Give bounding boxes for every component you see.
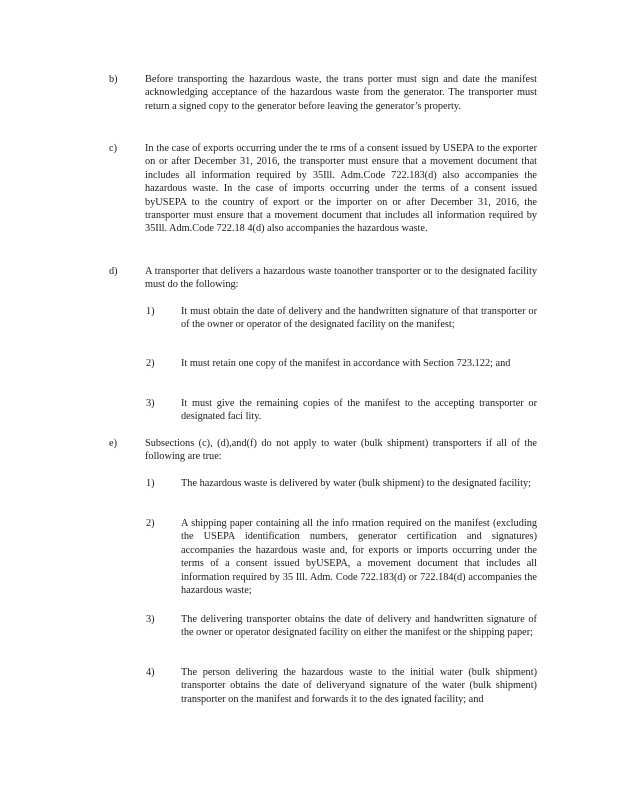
item-label: c) bbox=[109, 143, 117, 154]
item-text: Subsections (c), (d),and(f) do not apply to water (bulk shipment) transporters if all of the following are true: bbox=[145, 438, 537, 463]
sub-item-label: 1) bbox=[146, 478, 155, 489]
item-text: A transporter that delivers a hazardous waste toanother transporter or to the designated facility must do the following: bbox=[145, 266, 537, 291]
sub-item-label: 4) bbox=[146, 667, 155, 678]
sub-item-text: The delivering transporter obtains the date of delivery and handwritten signature of the owner or operator designated facility on either the manifest or the shipping paper; bbox=[181, 614, 537, 639]
item-text: Before transporting the hazardous waste, the trans porter must sign and date the manifest acknowledging acceptance of the hazardous waste from the generator. The transporter must return a signed copy to the generator before leaving the generator’s property. bbox=[145, 74, 537, 112]
sub-item-label: 2) bbox=[146, 518, 155, 529]
sub-item-label: 3) bbox=[146, 614, 155, 625]
sub-item-text: It must obtain the date of delivery and the handwritten signature of that transporter or of the owner or operator of the designated facility on the manifest; bbox=[181, 306, 537, 331]
sub-item-text: The hazardous waste is delivered by water (bulk shipment) to the designated facility; bbox=[181, 478, 531, 489]
sub-item-text: The person delivering the hazardous waste to the initial water (bulk shipment) transporter obtains the date of deliveryand signature of the water (bulk shipment) transporter on the manifest and forwards it to the des ignated facility; and bbox=[181, 667, 537, 705]
sub-item-text: It must give the remaining copies of the manifest to the accepting transporter or designated faci lity. bbox=[181, 398, 537, 423]
sub-item-label: 3) bbox=[146, 398, 155, 409]
item-text: In the case of exports occurring under the te rms of a consent issued by USEPA to the exporter on or after December 31, 2016, the transporter must ensure that a movement document that includes all information required by 35Ill. Adm.Code 722.183(d) also accompanies the hazardous waste. In the case of imports occurring under the terms of a consent issued byUSEPA to the country of export or the importer on or after December 31, 2016, the transporter must ensure that a movement document that includes all information required by 35Ill. Adm.Code 722.18 4(d) also accompanies the hazardous waste. bbox=[145, 143, 537, 235]
sub-item-label: 1) bbox=[146, 306, 155, 317]
sub-item-text: It must retain one copy of the manifest in accordance with Section 723.122; and bbox=[181, 358, 511, 369]
sub-item-text: A shipping paper containing all the info rmation required on the manifest (excluding the USEPA identification numbers, generator certification and signatures) accompanies the hazardous waste and, for exports or imports occurring under the terms of a consent issued byUSEPA, a movement document that includes all information required by 35 Ill. Adm. Code 722.183(d) or 722.184(d) accompanies the hazardous waste; bbox=[181, 518, 537, 597]
item-label: e) bbox=[109, 438, 117, 449]
sub-item-label: 2) bbox=[146, 358, 155, 369]
item-label: d) bbox=[109, 266, 118, 277]
item-label: b) bbox=[109, 74, 118, 85]
